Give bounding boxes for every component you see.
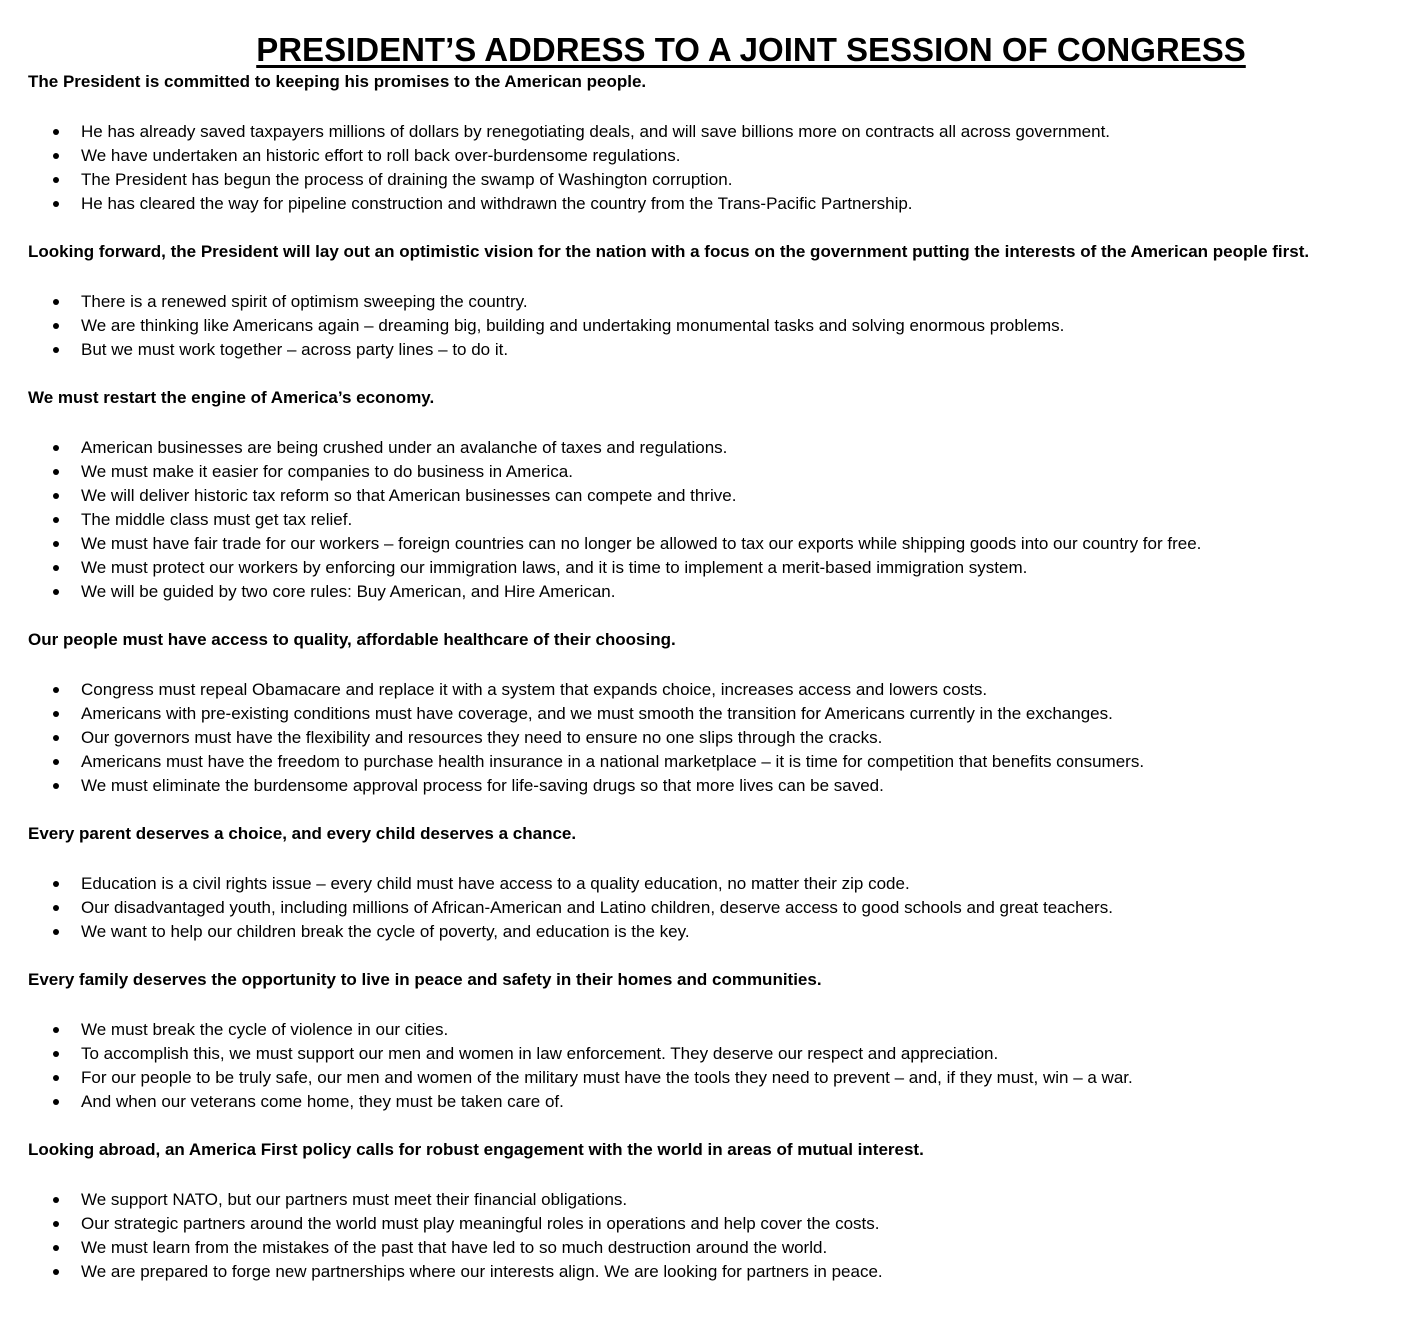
list-item-text: For our people to be truly safe, our men and women of the military must have the tools they need to prevent – and, if they must, win – a war. [81,1068,1133,1087]
bullet-icon [53,323,59,329]
bullet-icon [53,735,59,741]
section-heading: We must restart the engine of America’s economy. [28,388,435,407]
bullet-list [28,1188,1408,1284]
list-item [28,1260,1408,1284]
list-item-text: We want to help our children break the cycle of poverty, and education is the key. [81,922,690,941]
list-item [28,460,1408,484]
list-item [28,920,1408,944]
bullet-icon [53,445,59,451]
bullet-icon [53,565,59,571]
section-vision [28,240,1408,362]
bullet-icon [53,541,59,547]
section-heading: Looking abroad, an America First policy calls for robust engagement with the world in areas of mutual interest. [28,1140,924,1159]
list-item [28,1018,1408,1042]
list-item-text: Congress must repeal Obamacare and replace it with a system that expands choice, increases access and lowers costs. [81,680,988,699]
list-item [28,484,1408,508]
list-item-text: To accomplish this, we must support our men and women in law enforcement. They deserve our respect and appreciation. [81,1044,999,1063]
bullet-icon [53,299,59,305]
list-item [28,1188,1408,1212]
list-item [28,580,1408,604]
section-heading: Every family deserves the opportunity to live in peace and safety in their homes and communities. [28,970,822,989]
bullet-icon [53,783,59,789]
list-item [28,774,1408,798]
list-item-text: We support NATO, but our partners must meet their financial obligations. [81,1190,628,1209]
list-item [28,120,1408,144]
bullet-icon [53,129,59,135]
list-item-text: We must have fair trade for our workers – foreign countries can no longer be allowed to tax our exports while shipping goods into our country for free. [81,534,1202,553]
bullet-icon [53,1051,59,1057]
section-heading: The President is committed to keeping his promises to the American people. [28,72,647,91]
list-item [28,896,1408,920]
bullet-icon [53,711,59,717]
list-item-text: Education is a civil rights issue – every child must have access to a quality education, no matter their zip code. [81,874,910,893]
bullet-icon [53,153,59,159]
list-item [28,168,1408,192]
bullet-list [28,436,1408,604]
list-item-text: There is a renewed spirit of optimism sweeping the country. [81,292,528,311]
list-item-text: Americans must have the freedom to purchase health insurance in a national marketplace – it is time for competition that benefits consumers. [81,752,1145,771]
list-item-text: We must break the cycle of violence in our cities. [81,1020,449,1039]
section-heading: Every parent deserves a choice, and every child deserves a chance. [28,824,577,843]
bullet-list [28,290,1408,362]
section-healthcare [28,628,1408,798]
bullet-list [28,120,1408,216]
list-item-text: The middle class must get tax relief. [81,510,353,529]
section-heading: Our people must have access to quality, affordable healthcare of their choosing. [28,630,676,649]
page-title: PRESIDENT’S ADDRESS TO A JOINT SESSION OF CONGRESS [256,31,1246,68]
bullet-icon [53,759,59,765]
list-item-text: He has cleared the way for pipeline construction and withdrawn the country from the Trans-Pacific Partnership. [81,194,913,213]
section-economy [28,386,1408,604]
list-item [28,508,1408,532]
list-item [28,1066,1408,1090]
list-item [28,144,1408,168]
bullet-icon [53,1221,59,1227]
bullet-icon [53,493,59,499]
bullet-icon [53,1027,59,1033]
list-item [28,1236,1408,1260]
list-item-text: We must protect our workers by enforcing our immigration laws, and it is time to implement a merit-based immigration system. [81,558,1028,577]
bullet-icon [53,1245,59,1251]
document-body [28,70,1408,1308]
list-item [28,338,1408,362]
bullet-icon [53,1269,59,1275]
section-education [28,822,1408,944]
list-item [28,726,1408,750]
list-item-text: And when our veterans come home, they must be taken care of. [81,1092,564,1111]
list-item-text: The President has begun the process of draining the swamp of Washington corruption. [81,170,733,189]
list-item [28,290,1408,314]
bullet-icon [53,469,59,475]
bullet-icon [53,905,59,911]
list-item [28,1090,1408,1114]
list-item-text: We have undertaken an historic effort to roll back over-burdensome regulations. [81,146,681,165]
list-item [28,556,1408,580]
list-item [28,1042,1408,1066]
list-item-text: Americans with pre-existing conditions must have coverage, and we must smooth the transition for Americans currently in the exchanges. [81,704,1113,723]
list-item-text: We are thinking like Americans again – dreaming big, building and undertaking monumental tasks and solving enormous problems. [81,316,1065,335]
bullet-icon [53,589,59,595]
list-item [28,192,1408,216]
list-item-text: We will be guided by two core rules: Buy American, and Hire American. [81,582,616,601]
bullet-list [28,1018,1408,1114]
list-item [28,872,1408,896]
list-item [28,314,1408,338]
bullet-icon [53,1075,59,1081]
list-item-text: We must eliminate the burdensome approval process for life-saving drugs so that more lives can be saved. [81,776,884,795]
list-item [28,436,1408,460]
list-item [28,1212,1408,1236]
bullet-icon [53,881,59,887]
bullet-icon [53,929,59,935]
list-item-text: We are prepared to forge new partnerships where our interests align. We are looking for partners in peace. [81,1262,883,1281]
list-item-text: American businesses are being crushed under an avalanche of taxes and regulations. [81,438,728,457]
section-promises [28,70,1408,216]
list-item-text: Our disadvantaged youth, including millions of African-American and Latino children, deserve access to good schools and great teachers. [81,898,1113,917]
bullet-icon [53,201,59,207]
bullet-icon [53,1099,59,1105]
list-item-text: Our governors must have the flexibility and resources they need to ensure no one slips through the cracks. [81,728,883,747]
bullet-icon [53,177,59,183]
list-item-text: Our strategic partners around the world must play meaningful roles in operations and help cover the costs. [81,1214,880,1233]
bullet-icon [53,347,59,353]
list-item [28,678,1408,702]
list-item-text: We must learn from the mistakes of the past that have led to so much destruction around the world. [81,1238,828,1257]
bullet-list [28,872,1408,944]
list-item-text: But we must work together – across party lines – to do it. [81,340,509,359]
list-item [28,750,1408,774]
bullet-icon [53,687,59,693]
list-item-text: We will deliver historic tax reform so that American businesses can compete and thrive. [81,486,737,505]
bullet-icon [53,517,59,523]
list-item-text: We must make it easier for companies to do business in America. [81,462,573,481]
list-item [28,702,1408,726]
section-foreign-policy [28,1138,1408,1284]
bullet-list [28,678,1408,798]
list-item [28,532,1408,556]
bullet-icon [53,1197,59,1203]
list-item-text: He has already saved taxpayers millions of dollars by renegotiating deals, and will save billions more on contracts all across government. [81,122,1111,141]
section-heading: Looking forward, the President will lay out an optimistic vision for the nation with a focus on the government putting the interests of the American people first. [28,242,1310,261]
section-safety [28,968,1408,1114]
